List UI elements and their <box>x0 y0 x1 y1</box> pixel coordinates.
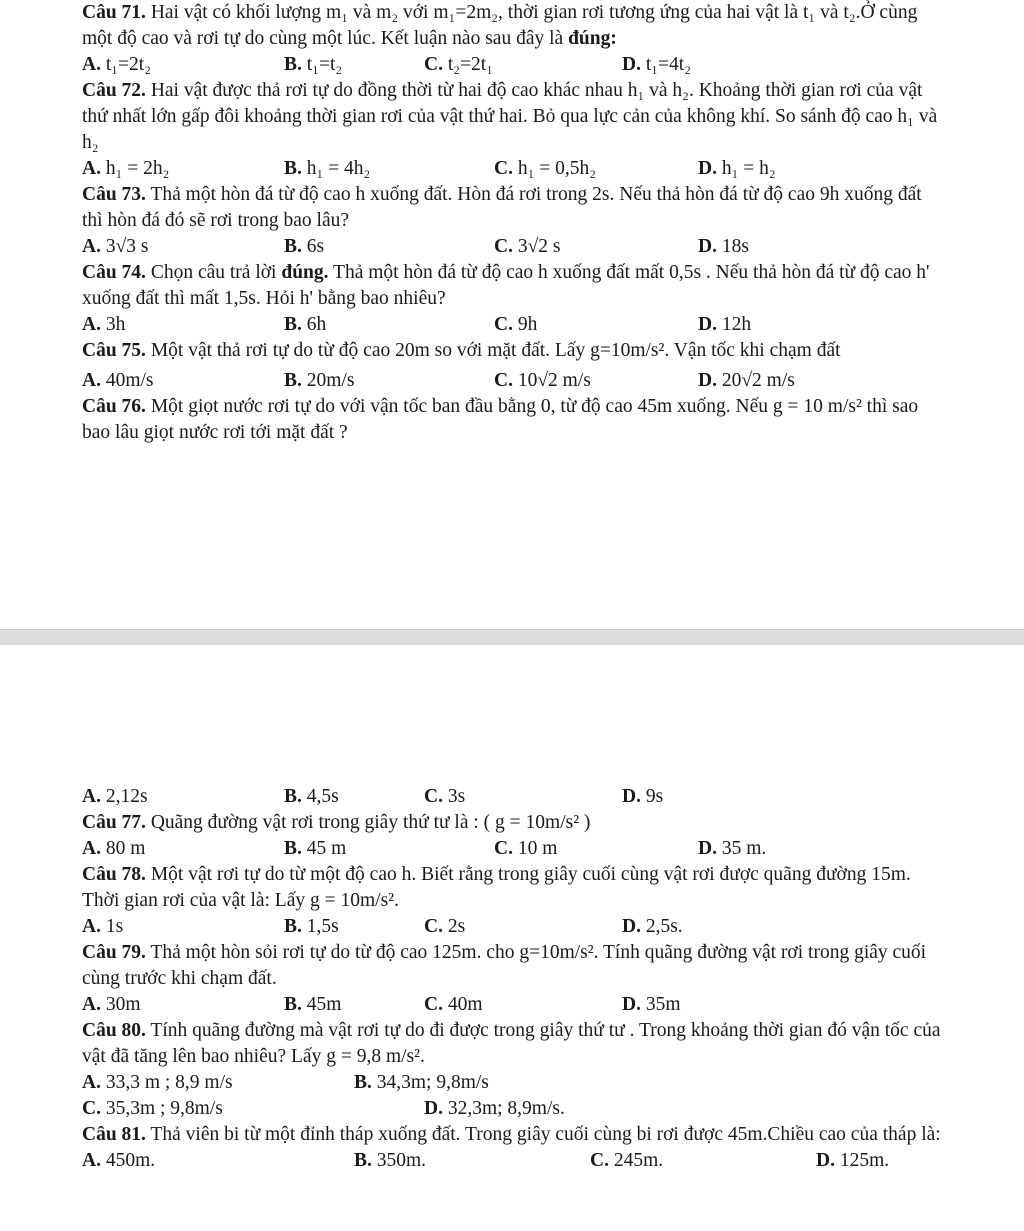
question-74 <box>82 260 942 312</box>
option-a: A. 1s <box>82 916 124 937</box>
question-73-options <box>82 234 942 260</box>
option-a: A. 3h <box>82 314 126 335</box>
question-78-options <box>82 914 942 940</box>
question-80 <box>82 1018 942 1070</box>
question-76 <box>82 394 942 446</box>
question-80-options-row-1 <box>82 1070 942 1096</box>
lower-question-block <box>82 784 942 1174</box>
option-d: D. 35m <box>622 994 681 1015</box>
question-81 <box>82 1122 942 1148</box>
option-b: B. 1,5s <box>284 916 339 937</box>
option-a: A. 80 m <box>82 838 146 859</box>
option-b: B. 6s <box>284 236 325 257</box>
question-text: Hai vật có khối lượng m₁ và m₂ với m₁=2m₂, thời gian rơi tương ứng của hai vật là t₁ và t₂.Ở cùng một độ cao và rơi tự do cùng một lúc. Kết luận nào sau đây là <box>82 2 918 49</box>
option-d: D. 32,3m; 8,9m/s. <box>424 1098 565 1119</box>
question-text: Hai vật được thả rơi tự do đồng thời từ hai độ cao khác nhau h₁ và h₂. Khoảng thời gian rơi của vật thứ nhất lớn gấp đôi khoảng thời gian rơi của vật thứ hai. Bỏ qua lực cản của không khí. So sánh độ cao h₁ và h₂ <box>82 80 938 153</box>
question-number: Câu 74. <box>82 262 146 283</box>
question-number: Câu 77. <box>82 812 146 833</box>
question-emphasis: đúng. <box>281 262 329 283</box>
question-78 <box>82 862 942 914</box>
option-d: D. h₁ = h₂ <box>698 158 776 179</box>
option-c: C. 245m. <box>590 1150 664 1171</box>
option-a: A. h₁ = 2h₂ <box>82 158 170 179</box>
option-b: B. 20m/s <box>284 370 355 391</box>
question-text: Thả một hòn sỏi rơi tự do từ độ cao 125m. cho g=10m/s². Tính quãng đường vật rơi trong giây cuối cùng trước khi chạm đất. <box>82 942 927 989</box>
option-b: B. 6h <box>284 314 327 335</box>
question-text: Một vật rơi tự do từ một độ cao h. Biết rằng trong giây cuối cùng vật rơi được quãng đường 15m. Thời gian rơi của vật là: Lấy g = 10m/s². <box>82 864 911 911</box>
option-a: A. t₁=2t₂ <box>82 54 152 75</box>
question-72-options <box>82 156 942 182</box>
option-b: B. 34,3m; 9,8m/s <box>354 1072 489 1093</box>
option-d: D. 18s <box>698 236 749 257</box>
option-a: A. 40m/s <box>82 370 154 391</box>
question-text: Thả một hòn đá từ độ cao h xuống đất. Hòn đá rơi trong 2s. Nếu thả hòn đá từ độ cao 9h xuống đất thì hòn đá đó sẽ rơi trong bao lâu? <box>82 184 922 231</box>
option-d: D. 20√2 m/s <box>698 370 795 391</box>
option-c: C. h₁ = 0,5h₂ <box>494 158 597 179</box>
option-a: A. 30m <box>82 994 141 1015</box>
option-b: B. h₁ = 4h₂ <box>284 158 371 179</box>
question-72 <box>82 78 942 156</box>
option-c: C. 3s <box>424 786 466 807</box>
option-d: D. t₁=4t₂ <box>622 54 692 75</box>
option-c: C. 3√2 s <box>494 236 561 257</box>
upper-question-block <box>82 0 942 446</box>
option-d: D. 35 m. <box>698 838 767 859</box>
option-a: A. 450m. <box>82 1150 156 1171</box>
question-77-options <box>82 836 942 862</box>
question-number: Câu 76. <box>82 396 146 417</box>
option-c: C. 10 m <box>494 838 558 859</box>
option-b: B. 45 m <box>284 838 347 859</box>
question-number: Câu 71. <box>82 2 146 23</box>
question-76-options <box>82 784 942 810</box>
question-text: Tính quãng đường mà vật rơi tự do đi được trong giây thứ tư . Trong khoảng thời gian đó vận tốc của vật đã tăng lên bao nhiêu? Lấy g = 9,8 m/s². <box>82 1020 941 1067</box>
question-text: Một giọt nước rơi tự do với vận tốc ban đầu bằng 0, từ độ cao 45m xuống. Nếu g = 10 m/s² thì sao bao lâu giọt nước rơi tới mặt đất ? <box>82 396 919 443</box>
option-b: B. 45m <box>284 994 342 1015</box>
question-71-options <box>82 52 942 78</box>
option-d: D. 12h <box>698 314 752 335</box>
question-number: Câu 81. <box>82 1124 146 1145</box>
question-text-continued: Thả một hòn đá từ độ cao h xuống đất mất 0,5s . Nếu thả hòn đá từ độ cao h' xuống đất thì mất 1,5s. Hỏi h' bằng bao nhiêu? <box>82 262 930 309</box>
option-b: B. t₁=t₂ <box>284 54 343 75</box>
question-number: Câu 73. <box>82 184 146 205</box>
option-c: C. 40m <box>424 994 483 1015</box>
question-79-options <box>82 992 942 1018</box>
option-d: D. 9s <box>622 786 664 807</box>
question-73 <box>82 182 942 234</box>
option-c: C. t₂=2t₁ <box>424 54 494 75</box>
question-text: Thả viên bi từ một đỉnh tháp xuống đất. Trong giây cuối cùng bi rơi được 45m.Chiều cao của tháp là: <box>150 1124 941 1145</box>
option-a: A. 33,3 m ; 8,9 m/s <box>82 1072 233 1093</box>
option-b: B. 4,5s <box>284 786 339 807</box>
question-75 <box>82 338 942 364</box>
question-80-options-row-2 <box>82 1096 942 1122</box>
question-number: Câu 75. <box>82 340 146 361</box>
question-text: Một vật thả rơi tự do từ độ cao 20m so với mặt đất. Lấy g=10m/s². Vận tốc khi chạm đất <box>150 340 841 361</box>
option-d: D. 2,5s. <box>622 916 683 937</box>
option-c: C. 2s <box>424 916 466 937</box>
question-74-options <box>82 312 942 338</box>
question-79 <box>82 940 942 992</box>
option-a: A. 3√3 s <box>82 236 149 257</box>
option-b: B. 350m. <box>354 1150 427 1171</box>
question-81-options <box>82 1148 942 1174</box>
option-c: C. 10√2 m/s <box>494 370 591 391</box>
question-text: Quãng đường vật rơi trong giây thứ tư là : ( g = 10m/s² ) <box>150 812 591 833</box>
question-number: Câu 80. <box>82 1020 146 1041</box>
blank-area <box>0 645 1024 784</box>
option-c: C. 9h <box>494 314 538 335</box>
question-71 <box>82 0 942 52</box>
option-d: D. 125m. <box>816 1150 890 1171</box>
option-c: C. 35,3m ; 9,8m/s <box>82 1098 223 1119</box>
question-number: Câu 78. <box>82 864 146 885</box>
question-77 <box>82 810 942 836</box>
question-75-options <box>82 368 942 394</box>
question-emphasis: đúng: <box>568 28 617 49</box>
question-text: Chọn câu trả lời <box>150 262 282 283</box>
question-number: Câu 72. <box>82 80 146 101</box>
question-number: Câu 79. <box>82 942 146 963</box>
option-a: A. 2,12s <box>82 786 148 807</box>
